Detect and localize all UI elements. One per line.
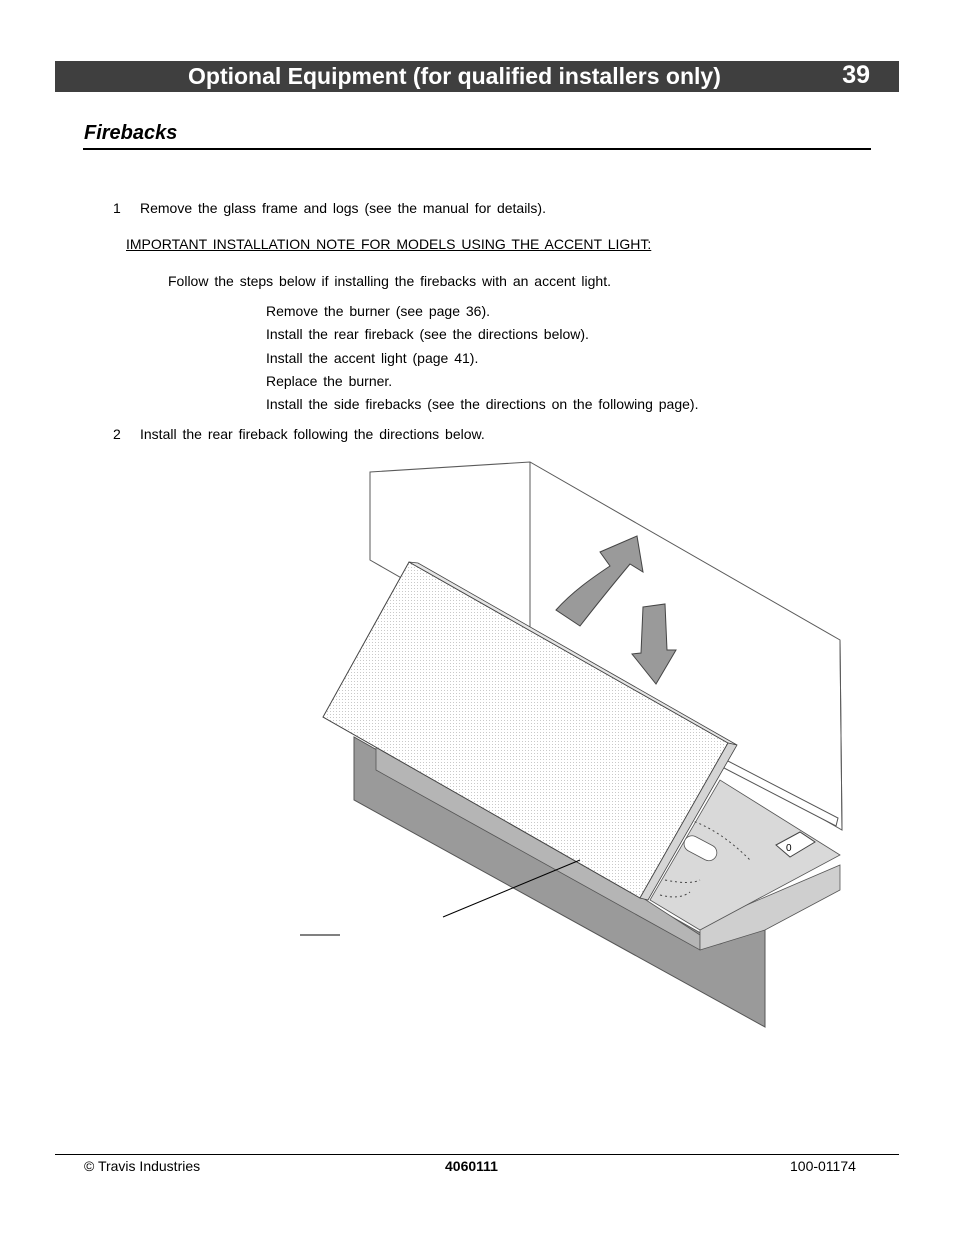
- note-substep-4: Replace the burner.: [266, 373, 393, 389]
- step-2-text: Install the rear fireback following the directions below.: [140, 426, 485, 442]
- step-2-number: 2: [113, 426, 121, 442]
- note-substep-5: Install the side firebacks (see the directions on the following page).: [266, 396, 699, 412]
- header-title: Optional Equipment (for qualified installers only): [188, 63, 721, 89]
- footer-part-number: 100-01174: [790, 1158, 856, 1174]
- note-substep-2: Install the rear fireback (see the directions below).: [266, 326, 589, 342]
- note-substep-3: Install the accent light (page 41).: [266, 350, 479, 366]
- section-divider: [83, 148, 871, 150]
- footer-copyright: © Travis Industries: [84, 1158, 201, 1174]
- section-title: Firebacks: [84, 122, 178, 144]
- footer-document-number: 4060111: [445, 1158, 498, 1174]
- note-heading: IMPORTANT INSTALLATION NOTE FOR MODELS USING THE ACCENT LIGHT:: [126, 236, 652, 252]
- note-intro: Follow the steps below if installing the firebacks with an accent light.: [168, 273, 611, 289]
- page-number: 39: [842, 61, 870, 89]
- note-substep-1: Remove the burner (see page 36).: [266, 303, 491, 319]
- footer-divider: [55, 1154, 899, 1155]
- rear-fireback-diagram: [290, 455, 860, 1035]
- step-1-number: 1: [113, 200, 121, 216]
- burner-valve-label: 0: [786, 843, 792, 854]
- step-1-text: Remove the glass frame and logs (see the manual for details).: [140, 200, 546, 216]
- page-header: [55, 61, 899, 92]
